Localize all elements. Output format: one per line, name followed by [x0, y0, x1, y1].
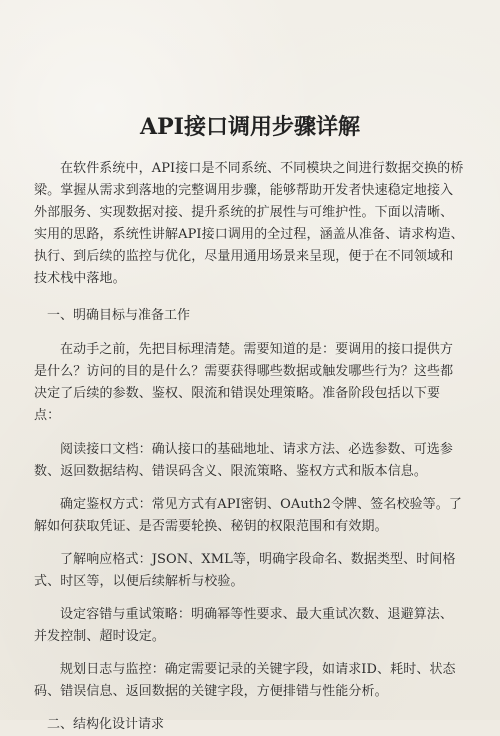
item-paragraph-3: 了解响应格式：JSON、XML等，明确字段命名、数据类型、时间格式、时区等，以便后续解析与校验。 [34, 552, 456, 589]
item-paragraph-2: 确定鉴权方式：常见方式有API密钥、OAuth2令牌、签名校验等。了解如何获取凭证、是否需要轮换、秘钥的权限范围和有效期。 [34, 497, 462, 534]
document-content [34, 112, 466, 736]
section1-intro-paragraph: 在动手之前，先把目标理清楚。需要知道的是：要调用的接口提供方是什么？访问的目的是什么？需要获得哪些数据或触发哪些行为？这些都决定了后续的参数、鉴权、限流和错误处理策略。准备阶段包括以下要点： [34, 342, 454, 423]
item-paragraph-1: 阅读接口文档：确认接口的基础地址、请求方法、必选参数、可选参数、返回数据结构、错误码含义、限流策略、鉴权方式和版本信息。 [34, 442, 454, 479]
document-title: API接口调用步骤详解 [140, 114, 360, 140]
item-paragraph-4: 设定容错与重试策略：明确幂等性要求、最大重试次数、退避算法、并发控制、超时设定。 [34, 607, 454, 644]
section-heading-2: 二、结构化设计请求 [47, 717, 165, 732]
intro-paragraph: 在软件系统中，API接口是不同系统、不同模块之间进行数据交换的桥梁。掌握从需求到落地的完整调用步骤，能够帮助开发者快速稳定地接入外部服务、实现数据对接、提升系统的扩展性与可维护性。下面以清晰、实用的思路，系统性讲解API接口调用的全过程，涵盖从准备、请求构造、执行、到后续的监控与优化，尽量用通用场景来呈现，便于在不同领域和技术栈中落地。 [34, 161, 464, 286]
item-paragraph-5: 规划日志与监控：确定需要记录的关键字段，如请求ID、耗时、状态码、错误信息、返回数据的关键字段，方便排错与性能分析。 [34, 662, 456, 699]
section-heading-1: 一、明确目标与准备工作 [47, 308, 191, 323]
